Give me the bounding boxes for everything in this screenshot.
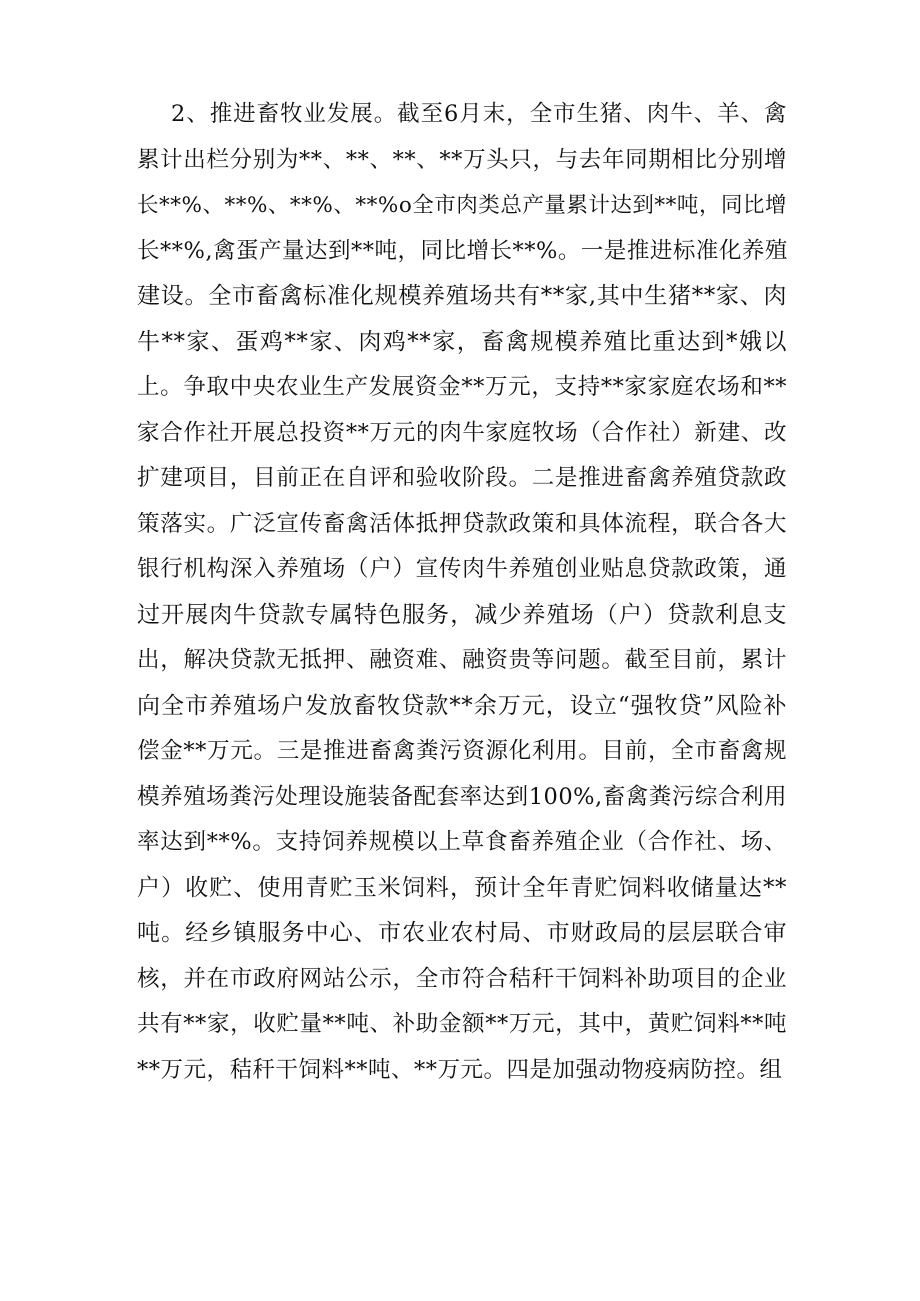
paragraph-line: 扩建项目，目前正在自评和验收阶段。二是推进畜禽养殖贷款政 <box>137 465 787 491</box>
paragraph-line: 核，并在市政府网站公示，全市符合秸秆干饲料补助项目的企业 <box>137 965 787 992</box>
paragraph-line: **万元，秸秆干饲料**吨、**万元。四是加强动物疫病防控。组 <box>137 1056 783 1083</box>
paragraph-line: 偿金**万元。三是推进畜禽粪污资源化利用。目前，全市畜禽规 <box>137 738 787 764</box>
paragraph-line: 模养殖场粪污处理设施装备配套率达到100%,畜禽粪污综合利用 <box>137 783 787 810</box>
paragraph-line: 共有**家，收贮量**吨、补助金额**万元，其中，黄贮饲料**吨 <box>137 1011 787 1037</box>
paragraph-line: 出，解决贷款无抵押、融资难、融资贵等问题。截至目前，累计 <box>137 647 787 673</box>
paragraph-line: 累计出栏分别为**、**、**、**万头只，与去年同期相比分别增 <box>137 146 787 173</box>
paragraph-line: 长**%、**%、**%、**%o全市肉类总产量累计达到**吨，同比增 <box>137 193 787 218</box>
paragraph-line: 吨。经乡镇服务中心、市农业农村局、市财政局的层层联合审 <box>137 920 787 946</box>
paragraph-line: 家合作社开展总投资**万元的肉牛家庭牧场（合作社）新建、改 <box>137 419 787 446</box>
paragraph-line: 2、推进畜牧业发展。截至6月末，全市生猪、肉牛、羊、禽 <box>171 101 787 127</box>
paragraph-line: 银行机构深入养殖场（户）宣传肉牛养殖创业贴息贷款政策，通 <box>137 556 787 582</box>
body-paragraph <box>137 92 787 1093</box>
paragraph-line: 长**%,禽蛋产量达到**吨，同比增长**%。一是推进标准化养殖 <box>137 237 788 264</box>
paragraph-line: 牛**家、蛋鸡**家、肉鸡**家，畜禽规模养殖比重达到*娥以 <box>137 328 787 355</box>
paragraph-line: 户）收贮、使用青贮玉米饲料，预计全年青贮饲料收储量达** <box>137 874 787 901</box>
paragraph-line: 率达到**%。支持饲养规模以上草食畜养殖企业（合作社、场、 <box>137 829 787 855</box>
paragraph-line: 策落实。广泛宣传畜禽活体抵押贷款政策和具体流程，联合各大 <box>137 510 787 537</box>
paragraph-line: 上。争取中央农业生产发展资金**万元，支持**家家庭农场和** <box>137 374 787 400</box>
paragraph-line: 向全市养殖场户发放畜牧贷款**余万元，设立“强牧贷”风险补 <box>137 692 787 719</box>
paragraph-line: 建设。全市畜禽标准化规模养殖场共有**家,其中生猪**家、肉 <box>137 283 787 309</box>
paragraph-line: 过开展肉牛贷款专属特色服务，减少养殖场（户）贷款利息支 <box>137 601 787 628</box>
